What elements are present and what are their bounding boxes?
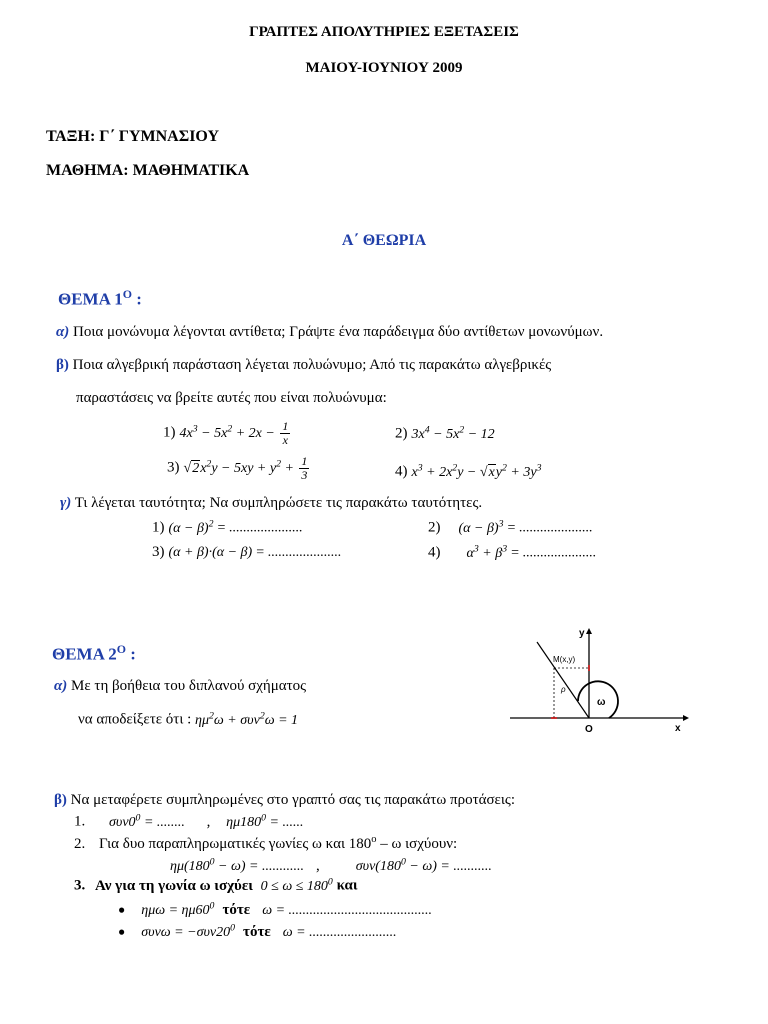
class-line: ΤΑΞΗ: Γ΄ ΓΥΜΝΑΣΙΟΥ bbox=[46, 128, 220, 145]
polynomial-2: 2) $3x^4 - 5x^2 - 12$ bbox=[395, 424, 495, 442]
polynomial-3: 3) $√2x^2y - 5xy + y^2$ + $\frac{1}{3}$ bbox=[167, 454, 308, 482]
theme2-question-a: α) Με τη βοήθεια του διπλανού σχήματος bbox=[54, 678, 307, 694]
theme1-question-b-line2: παραστάσεις να βρείτε αυτές που είναι πολυώνυμα: bbox=[76, 390, 387, 406]
origin-label: O bbox=[585, 724, 593, 735]
polynomial-4: 4) $x^3 + 2x^2y - √xy^2 + 3y^3$ bbox=[395, 462, 542, 480]
y-axis-label: y bbox=[579, 628, 585, 639]
theme1-question-c: γ) Τι λέγεται ταυτότητα; Να συμπληρώσετε τις παρακάτω ταυτότητες. bbox=[60, 495, 483, 511]
theme2-bullet-1: ● $\eta\mu\omega = \eta\mu 60^0$ τότε ω = ......................................... bbox=[118, 900, 433, 918]
polynomial-1: 1) $4x^3 - 5x^2 + 2x$ − $\frac{1}{x}$ bbox=[163, 419, 289, 447]
theme2-item-3: 3. Αν για τη γωνία ω ισχύει $0 \le \omega \le 180^0$ και bbox=[74, 876, 358, 894]
subject-line: ΜΑΘΗΜΑ: ΜΑΘΗΜΑΤΙΚΑ bbox=[46, 162, 250, 179]
theme1-question-a: α) Ποια μονώνυμα λέγονται αντίθετα; Γράψτε ένα παράδειγμα δύο αντίθετων μονωνύμων. bbox=[56, 324, 604, 340]
x-axis-label: x bbox=[675, 723, 681, 734]
identity-1: 1) $(\alpha - \beta)^2$ = ..................... bbox=[152, 518, 303, 536]
point-label: M(x,y) bbox=[553, 655, 576, 664]
theme2-item-1: 1. $\sigma\upsilon\nu 0^0$ = ........ , $\eta\mu 180^0$ = ...... bbox=[74, 812, 304, 830]
exam-session: ΜΑΙΟΥ-ΙΟΥΝΙΟΥ 2009 bbox=[305, 60, 463, 76]
identity-3: 3) (α + β)·(α − β) = ..................... bbox=[152, 544, 342, 560]
section-theory-heading: Α΄ ΘΕΩΡΙΑ bbox=[341, 232, 427, 249]
exam-title: ΓΡΑΠΤΕΣ ΑΠΟΛΥΤΗΡΙΕΣ ΕΞΕΤΑΣΕΙΣ bbox=[249, 24, 519, 40]
theme2-question-b: β) Να μεταφέρετε συμπληρωμένες στο γραπτό σας τις παρακάτω προτάσεις: bbox=[54, 792, 515, 808]
unit-circle-diagram bbox=[505, 620, 695, 740]
angle-label: ω bbox=[597, 697, 606, 708]
theme2-question-a-line2: να αποδείξετε ότι : $\eta\mu^2\omega + \sigma\upsilon\nu^2\omega = 1$ bbox=[78, 710, 299, 728]
identity-4: 4) $\alpha^3 + \beta^3$ = ..................... bbox=[428, 543, 596, 561]
theme2-heading: ΘΕΜΑ $2^O$ : bbox=[52, 642, 136, 664]
theme2-item-2: 2. Για δυο παραπληρωματικές γωνίες ω και 180$^o$ – ω ισχύουν: bbox=[74, 834, 458, 852]
theme2-bullet-2: ● $\sigma\upsilon\nu\omega = -\sigma\upsilon\nu 20^0$ τότε ω = ......................... bbox=[118, 922, 397, 940]
theme1-heading: ΘΕΜΑ $1^O$ : bbox=[58, 287, 142, 309]
theme2-item-2-blanks: $\eta\mu(180^0 - \omega)$ = ............ , $\sigma\upsilon\nu(180^0 - \omega)$ = ........... bbox=[170, 856, 492, 874]
identity-2: 2) $(\alpha - \beta)^3$ = ..................... bbox=[428, 518, 593, 536]
radius-label: ρ bbox=[561, 685, 566, 694]
theme1-question-b: β) Ποια αλγεβρική παράσταση λέγεται πολυώνυμο; Από τις παρακάτω αλγεβρικές bbox=[56, 357, 552, 373]
